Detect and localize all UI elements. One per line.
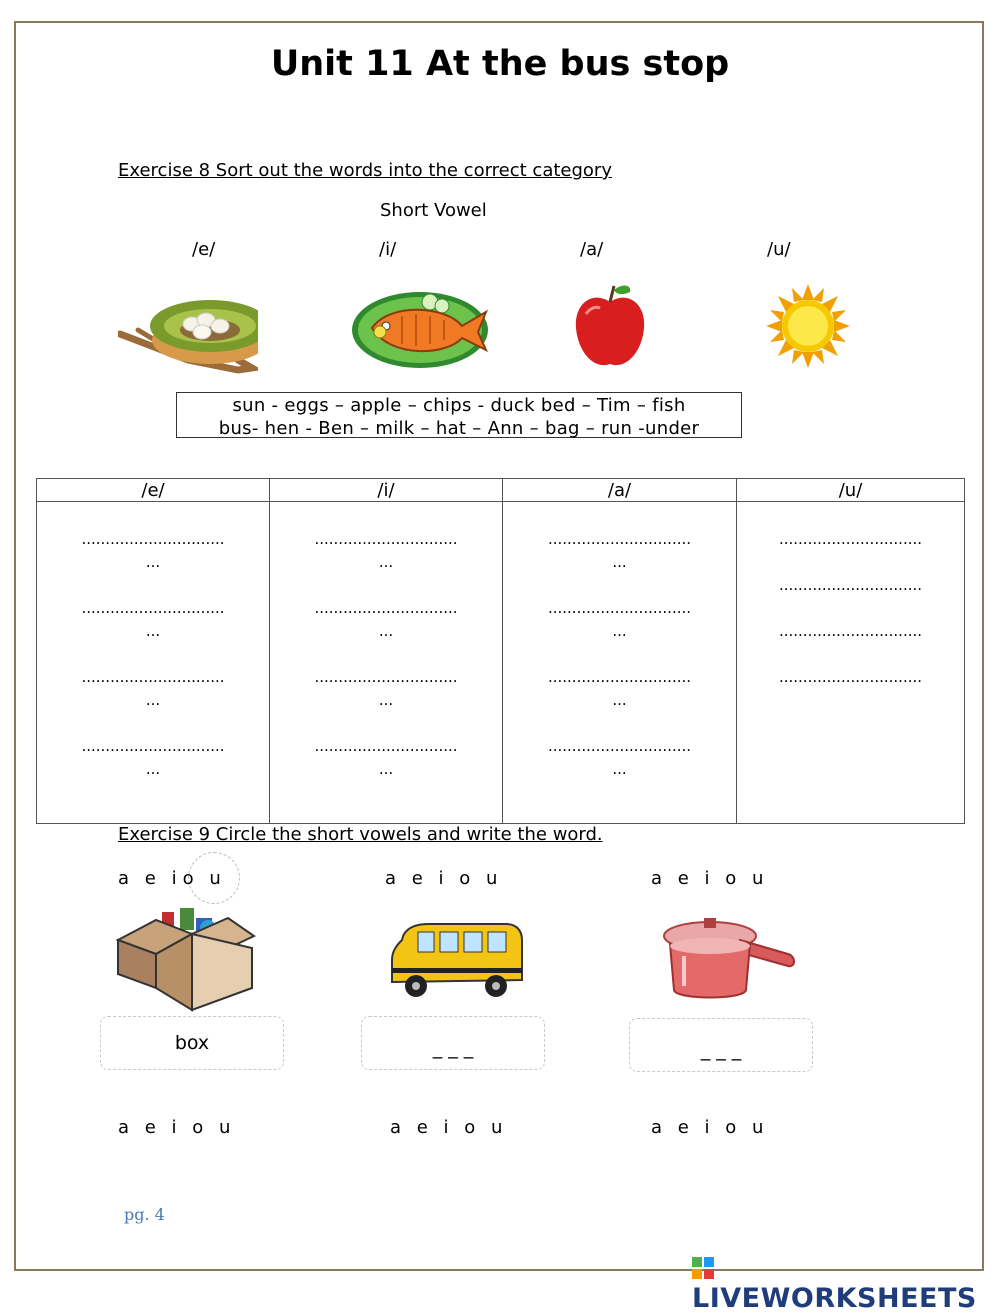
column-a-answers	[503, 502, 737, 824]
answer-blank[interactable]: .............................. ...	[547, 668, 692, 709]
answer-blank[interactable]: .............................. ...	[314, 668, 458, 709]
answer-box-bus[interactable]: _ _ _	[361, 1016, 545, 1070]
liveworksheets-logo-icon	[692, 1257, 714, 1281]
bus-image	[388, 920, 524, 1002]
answer-blank[interactable]: .............................. ...	[81, 530, 225, 571]
answer-blank[interactable]: .............................. ...	[547, 530, 692, 571]
box-image	[116, 904, 258, 1014]
category-label-u: /u/	[767, 239, 791, 260]
column-u-answers	[737, 502, 965, 824]
apple-image	[572, 280, 648, 372]
nest-with-eggs-image	[118, 290, 258, 374]
vowel-i[interactable]: i	[171, 868, 177, 889]
vowel-choices-row2-2[interactable]: a e i o u	[390, 1117, 503, 1138]
category-label-a: /a/	[580, 239, 604, 260]
exercise-9-heading: Exercise 9 Circle the short vowels and write the word.	[118, 824, 603, 845]
answer-blank[interactable]: .............................. ...	[547, 737, 692, 778]
table-header-a: /a/	[503, 479, 737, 502]
answer-blank[interactable]: .............................. ...	[314, 599, 458, 640]
vowel-a[interactable]: a	[118, 868, 130, 889]
column-e-answers	[37, 502, 270, 824]
page-title: Unit 11 At the bus stop	[270, 44, 730, 84]
column-i-answers	[270, 502, 503, 824]
category-label-i: /i/	[379, 239, 397, 260]
answer-blank[interactable]: .............................. ...	[81, 668, 225, 709]
category-label-e: /e/	[192, 239, 216, 260]
pot-image	[660, 916, 800, 1008]
answer-blank[interactable]: .............................. ...	[314, 530, 458, 571]
table-header-i: /i/	[270, 479, 503, 502]
answer-blank[interactable]: ..............................	[778, 668, 923, 686]
page-number: pg. 4	[124, 1205, 165, 1224]
vowel-e[interactable]: e	[144, 868, 156, 889]
table-header-e: /e/	[37, 479, 270, 502]
answer-box-pot[interactable]: _ _ _	[629, 1018, 813, 1072]
vowel-choices-bus[interactable]: a e i o u	[385, 868, 498, 889]
liveworksheets-brand-text: LIVEWORKSHEETS	[692, 1283, 977, 1314]
word-bank	[176, 392, 742, 438]
vowel-choices-box[interactable]	[118, 868, 221, 889]
word-bank-line-1: sun - eggs – apple – chips - duck bed – Tim – fish	[232, 395, 686, 416]
answer-blank[interactable]: ..............................	[778, 576, 923, 594]
liveworksheets-logo[interactable]	[692, 1252, 1000, 1314]
answer-blank[interactable]: ..............................	[778, 530, 923, 548]
sun-image	[764, 284, 852, 368]
answer-blank[interactable]: .............................. ...	[314, 737, 458, 778]
word-bank-line-2: bus- hen - Ben – milk – hat – Ann – bag – run -under	[218, 418, 700, 439]
exercise-8-heading: Exercise 8 Sort out the words into the correct category	[118, 160, 612, 181]
table-header-u: /u/	[737, 479, 965, 502]
sorting-table	[36, 478, 965, 824]
table-row	[37, 502, 965, 824]
vowel-choices-row2-1[interactable]: a e i o u	[118, 1117, 231, 1138]
short-vowel-label: Short Vowel	[380, 200, 487, 221]
answer-box-box[interactable]: box	[100, 1016, 284, 1070]
vowel-o-circled[interactable]: o	[182, 868, 194, 889]
vowel-choices-row2-3[interactable]: a e i o u	[651, 1117, 764, 1138]
vowel-u[interactable]: u	[209, 868, 221, 889]
answer-blank[interactable]: .............................. ...	[81, 737, 225, 778]
answer-blank[interactable]: .............................. ...	[81, 599, 225, 640]
answer-blank[interactable]: .............................. ...	[547, 599, 692, 640]
fish-on-plate-image	[350, 288, 490, 372]
table-header-row	[37, 479, 965, 502]
answer-blank[interactable]: ..............................	[778, 622, 923, 640]
vowel-choices-pot[interactable]: a e i o u	[651, 868, 764, 889]
